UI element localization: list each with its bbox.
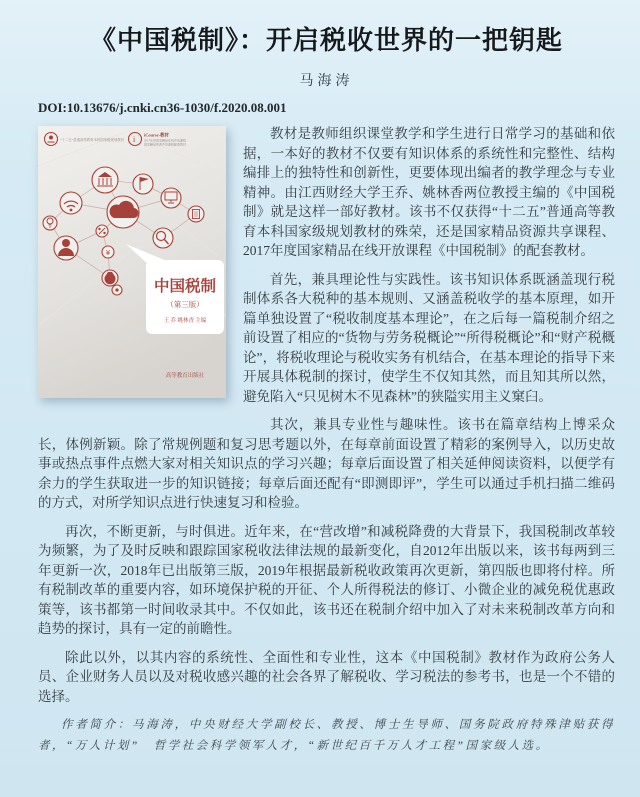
article-content	[0, 20, 640, 757]
document-icon	[188, 206, 204, 222]
paragraph-4: 再次，不断更新，与时俱进。近年来，在“营改增”和减税降费的大背景下，我国税制改革较为频繁，为了及时反映和跟踪国家税收法律法规的最新变化，自2012年出版以来，该书每两到三年更新一次，2018年已出版第三版，2019年根据最新税收政策再次更新，第四版也即将付梓。所有税制改革的重要内容，如环境保护税的开征、个人所得税法的修订、小微企业的减免税优惠政策等，该书都第一时间收录其中。不仅如此，该书还在税制介绍中加入了对未来税制改革方向和趋势的探讨，具有一定的前瞻性。	[38, 523, 615, 636]
article-body	[38, 124, 615, 757]
badge-right-title: iCourse·教材	[144, 132, 169, 138]
book-cover-image	[38, 126, 226, 398]
person-icon	[54, 236, 78, 260]
paragraph-1: 教材是教师组织课堂教学和学生进行日常学习的基础和依据，一本好的教材不仅要有知识体系的系统性和完整性、结构编排上的独特性和创新性，更要体现出编者的教学理念与专业精神。由江西财经大学王乔、姚林香两位教授主编的《中国税制》就是这样一部好教材。该书不仅获得“十二五”普通高等教育本科国家级规划教材的殊荣，还是国家精品资源共享课程、2017年度国家精品在线开放课程《中国税制》的配套教材。	[243, 126, 615, 258]
publisher-name: 高等教育出版社	[165, 373, 205, 379]
paragraph-5: 除此以外，以其内容的系统性、全面性和专业性，这本《中国税制》教材作为政府公务人员、企业财务人员以及对税收感兴趣的社会各界了解税收、学习税法的参考书，也是一个不错的选择。	[38, 649, 615, 704]
magnifier-icon	[153, 228, 173, 248]
coin-icon	[102, 246, 114, 258]
percent-icon	[96, 225, 108, 237]
cart-icon	[112, 285, 122, 295]
book-cover-figure	[38, 126, 226, 398]
article-author: 马海涛	[299, 74, 354, 89]
svg-text:i: i	[133, 135, 136, 144]
flag-icon	[133, 174, 153, 194]
book-editors: 王 乔 姚林香 主编	[163, 318, 207, 324]
cloud-icon	[107, 196, 139, 228]
badge-left-label: “十二五”普通高等教育本科国家级规划教材	[60, 138, 125, 142]
book-edition: （第三版）	[166, 300, 204, 309]
paragraph-2: 首先，兼具理论性与实践性。该书知识体系既涵盖现行税制体系各大税种的基本规则、又涵盖税收学的基本原理，如开篇单独设置了“税收制度基本理论”，在之后每一篇税制介绍之前设置了相应的“货物与劳务税概论”“所得税概论”和“财产税概论”，将税收理论与税收实务有机结合，在基本理论的指导下来开展具体税制的探讨，使学生不仅知其然，而且知其所以然，避免陷入“只见树木不见森林”的狭隘实用主义窠臼。	[243, 271, 615, 404]
author-bio: 作者简介：马海涛，中央财经大学副校长、教授、博士生导师、国务院政府特殊津贴获得者，“万人计划” 哲学社会科学领军人才，“新世纪百千万人才工程”国家级人选。	[38, 719, 615, 752]
svg-text:¥: ¥	[105, 249, 111, 257]
wifi-icon	[60, 192, 82, 214]
monitor-icon	[161, 188, 181, 208]
article-doi: DOI:10.13676/j.cnki.cn36-1030/f.2020.08.001	[38, 100, 287, 115]
badge-right-line1: 2017年度国家精品在线开放课程	[144, 138, 187, 143]
book-title: 中国税制	[153, 278, 217, 295]
bank-icon	[92, 167, 118, 193]
badge-right-line2: 国家精品资源共享课程配套教材	[144, 142, 187, 147]
page-title: 《中国税制》：开启税收世界的一把钥匙	[89, 25, 563, 55]
lightbulb-icon	[43, 216, 57, 230]
paragraph-3: 其次，兼具专业性与趣味性。该书在篇章结构上博采众长，体例新颖。除了常规例题和复习思考题以外，在每章前面设置了精彩的案例导入，以历史故事或热点事件点燃大家对相关知识点的学习兴趣；每章后面设置了相关延伸阅读资料，以便学有余力的学生获取进一步的知识链接；每章后面还配有“即测即评”，学生可以通过手机扫描二维码的方式，对所学知识点进行快速复习和检验。	[38, 417, 615, 510]
moneybag-icon	[102, 270, 118, 286]
